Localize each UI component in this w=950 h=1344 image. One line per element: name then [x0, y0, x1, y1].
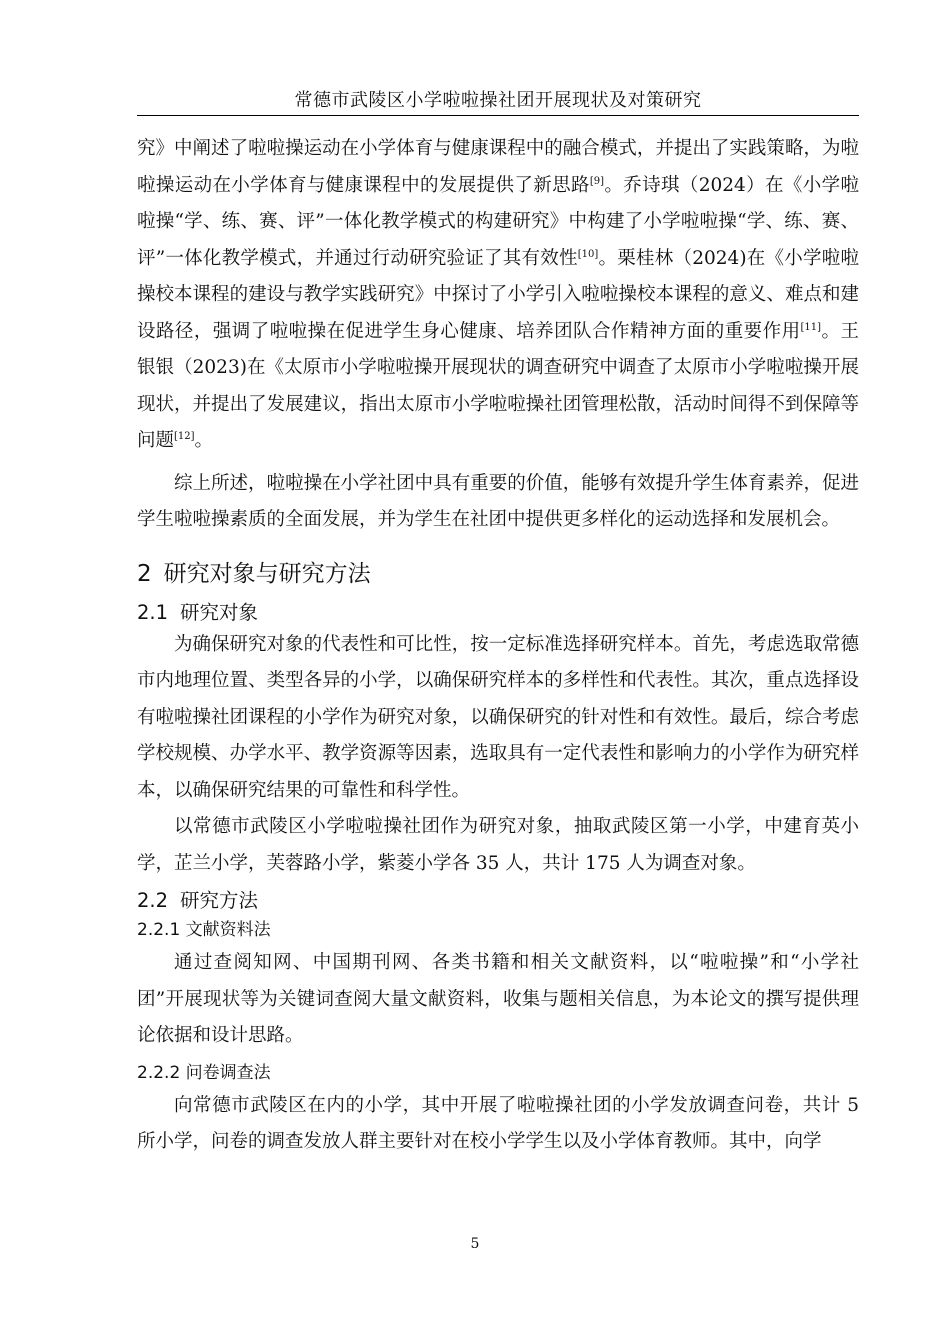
- paragraph-text: 究》中阐述了啦啦操运动在小学体育与健康课程中的融合模式，并提出了实践策略，为啦啦操运动在小学体育与健康课程中的发展提供了新思路: [137, 138, 859, 196]
- section-title: 研究对象: [180, 600, 259, 624]
- page-number: 5: [470, 1236, 480, 1252]
- section-heading-2-1: [137, 596, 859, 630]
- paragraph-literature-method: 通过查阅知网、中国期刊网、各类书籍和相关文献资料，以“啦啦操”和“小学社团”开展现状等为关键词查阅大量文献资料，收集与题相关信息，为本论文的撰写提供理论依据和设计思路。: [137, 952, 859, 1046]
- citation-ref: [9]: [589, 175, 604, 187]
- paragraph-literature-review: [137, 131, 859, 460]
- section-number: 2.1: [137, 600, 169, 624]
- page-body: [137, 131, 859, 1161]
- paragraph-summary: 综上所述，啦啦操在小学社团中具有重要的价值，能够有效提升学生体育素养，促进学生啦啦操素质的全面发展，并为学生在社团中提供更多样化的运动选择和发展机会。: [137, 472, 859, 530]
- running-header-title: 常德市武陵区小学啦啦操社团开展现状及对策研究: [294, 90, 702, 111]
- paragraph-text: 。王银银（2023)在《太原市小学啦啦操开展现状的调查研究中调查了太原市小学啦啦操开展现状，并提出了发展建议，指出太原市小学啦啦操社团管理松散，活动时间得不到保障等问题: [137, 320, 859, 451]
- paragraph-research-object: 为确保研究对象的代表性和可比性，按一定标准选择研究样本。首先，考虑选取常德市内地理位置、类型各异的小学，以确保研究样本的多样性和代表性。其次，重点选择设有啦啦操社团课程的小学作为研究对象，以确保研究的针对性和有效性。最后，综合考虑学校规模、办学水平、教学资源等因素，选取具有一定代表性和影响力的小学作为研究样本，以确保研究结果的可靠性和科学性。: [137, 633, 859, 801]
- header-rule: [137, 115, 859, 116]
- section-number: 2: [137, 560, 152, 587]
- paragraph-sample: 以常德市武陵区小学啦啦操社团作为研究对象，抽取武陵区第一小学，中建育英小学，芷兰小学，芙蓉路小学，紫菱小学各 35 人，共计 175 人为调查对象。: [137, 816, 859, 874]
- section-heading-2-2: [137, 884, 859, 917]
- section-heading-2: [137, 554, 859, 594]
- paragraph-text: 。栗桂林（2024)在《小学啦啦操校本课程的建设与教学实践研究》中探讨了小学引入啦啦操校本课程的意义、难点和建设路径，强调了啦啦操在促进学生身心健康、培养团队合作精神方面的重要作用: [137, 247, 859, 342]
- citation-ref: [12]: [174, 431, 195, 442]
- paragraph-text: 。: [194, 430, 214, 451]
- citation-ref: [11]: [800, 321, 822, 333]
- section-title: 研究对象与研究方法: [163, 560, 371, 587]
- subsection-heading-2-2-2: 2.2.2 问卷调查法: [137, 1062, 271, 1083]
- paragraph-text: 。乔诗琪（2024）在《小学啦啦操“学、练、赛、评”一体化教学模式的构建研究》中构建了小学啦啦操“学、练、赛、评”一体化教学模式，并通过行动研究验证了其有效性: [137, 174, 859, 269]
- section-title: 研究方法: [180, 889, 259, 912]
- citation-ref: [10]: [577, 248, 599, 260]
- paragraph-questionnaire: 向常德市武陵区在内的小学，其中开展了啦啦操社团的小学发放调查问卷，共计 5 所小学，问卷的调查发放人群主要针对在校小学学生以及小学体育教师。其中，向学: [137, 1094, 859, 1152]
- section-number: 2.2: [137, 889, 169, 912]
- subsection-heading-2-2-1: 2.2.1 文献资料法: [137, 920, 271, 940]
